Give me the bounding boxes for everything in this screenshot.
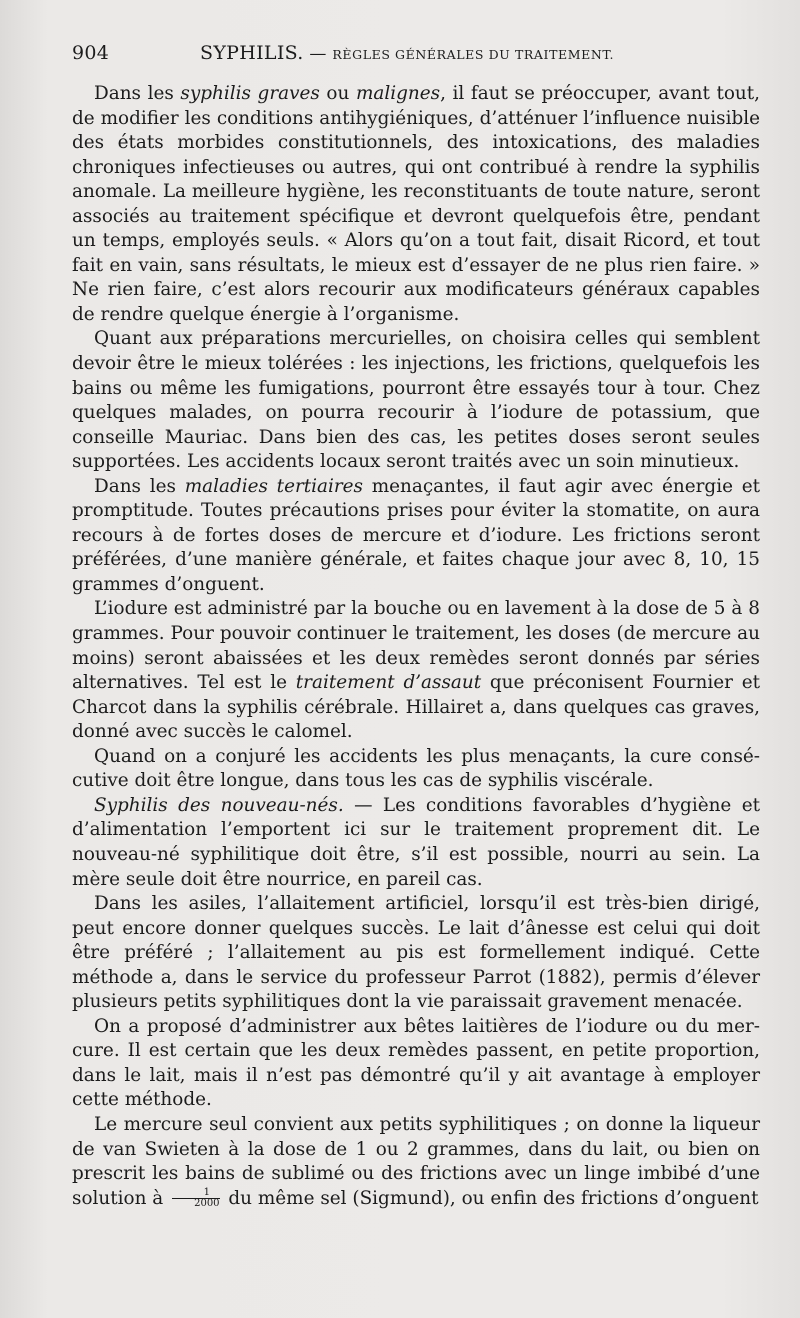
paragraph-nouveau-nes	[72, 794, 760, 892]
running-head	[72, 40, 770, 70]
paragraph-asiles	[72, 892, 760, 1015]
page-number: 904	[72, 42, 110, 64]
italic-term: syphilis graves	[180, 83, 320, 104]
text-run: ou	[319, 83, 356, 104]
italic-term: malignes	[355, 83, 441, 104]
italic-term: traitement d’assaut	[295, 672, 482, 694]
text-run: Dans les asiles, l’allaitement artificiel, lorsqu’il est très-bien dirigé, peut encore donner quelques succès. Le lait d’ânesse est celui qui doit être préféré ; l’allaitement au pis est formellement indiqué. Cette méthode a, dans le service du professeur Parrot (1882), permis d’élever plusieurs petits syphilitiques dont la vie paraissait gravement menacée.	[72, 893, 760, 1013]
paragraph-syphilis-graves	[72, 82, 760, 327]
text-run: L’iodure est administré par la bouche ou en lavement à la dose de 5 à 8 grammes. Pour pouvoir continuer le traitement, les doses (de mercure au moins) seront abaissées et les deux remèdes seront donnés par séries alternatives. Tel est le	[72, 598, 760, 694]
running-title-section: RÈGLES GÉNÉRALES DU TRAITEMENT.	[332, 47, 615, 62]
paragraph-iodure	[72, 597, 760, 744]
fraction-numerator: 1	[172, 1188, 219, 1199]
running-title-main: SYPHILIS.	[200, 42, 304, 64]
text-run: que préconisent Fournier et Charcot dans la syphilis cérébrale. Hillairet a, dans quelques cas graves, donné avec succès le calomel.	[72, 672, 761, 743]
italic-term: maladies tertiaires	[184, 475, 363, 497]
text-run: On a proposé d’administrer aux bêtes laitières de l’iodure ou du mercure. Il est certain que les deux remèdes passent, en petite proportion, dans le lait, mais il n’est pas démontré qu’il y ait avantage à employer cette méthode.	[72, 1015, 760, 1111]
fraction	[172, 1188, 219, 1209]
paragraph-cure-consecutive	[72, 745, 760, 794]
italic-heading: Syphilis des nouveau-nés.	[94, 794, 344, 816]
paragraph-maladies-tertiaires	[72, 475, 760, 598]
body-text	[72, 82, 760, 1211]
text-run: Dans les	[94, 83, 181, 104]
text-run: Quant aux préparations mercurielles, on choisira celles qui semblent devoir être le mieux tolérées : les injections, les frictions, quelquefois les bains ou même les fumigations, pourront être essayés tour à tour. Chez quelques malades, on pourra recourir à l’iodure de potassium, que conseille Mauriac. Dans bien des cas, les petites doses seront seules supportées. Les accidents locaux seront traités avec un soin minutieux.	[72, 328, 760, 473]
text-run: , il faut se préoccuper, avant tout, de modifier les conditions antihygiéniques, d’atténuer l’influence nuisible des états morbides constitutionnels, des intoxications, des maladies chroniques infectieuses ou autres, qui ont contribué à rendre la syphilis anomale. La meilleure hygiène, les reconstituants de toute nature, seront associés au traitement spécifique et devront quelquefois être, pendant un temps, employés seuls. « Alors qu’on a tout fait, disait Ricord, et tout fait en vain, sans résultats, le mieux est d’essayer de ne plus rien faire. » Ne rien faire, c’est alors recourir aux modificateurs généraux capables de rendre quelque énergie à l’organisme.	[72, 83, 760, 325]
text-run: Dans les	[94, 475, 185, 497]
text-run: Le mercure seul convient aux petits syphilitiques ; on donne la liqueur de van Swieten à la dose de 1 ou 2 grammes, dans du lait, ou bien on prescrit les bains de sublimé ou des frictions avec un linge imbibé d’une solution à	[72, 1113, 760, 1209]
paragraph-preparations-mercurielles	[72, 327, 760, 474]
text-run: menaçantes, il faut agir avec énergie et promptitude. Toutes précautions prises pour éviter la stomatite, on aura recours à de fortes doses de mercure et d’iodure. Les frictions seront préférées, d’une manière générale, et faites chaque jour avec 8, 10, 15 grammes d’onguent.	[72, 475, 760, 595]
running-title	[200, 42, 614, 64]
paragraph-betes-laitieres	[72, 1015, 760, 1113]
text-run: Quand on a conjuré les accidents les plus menaçants, la cure consécutive doit être longue, dans tous les cas de syphilis viscérale.	[72, 745, 760, 792]
running-title-dash: —	[309, 44, 327, 64]
paragraph-mercure-seul	[72, 1113, 760, 1211]
text-run: — Les conditions favorables d’hygiène et d’alimentation l’emportent ici sur le traitement proprement dit. Le nouveau-né syphilitique doit être, s’il est possible, nourri au sein. La mère seule doit être nourrice, en pareil cas.	[72, 794, 761, 890]
fraction-denominator: 2000	[194, 1198, 220, 1210]
text-run: du même sel (Sigmund), ou enfin des frictions d’onguent	[222, 1187, 759, 1209]
